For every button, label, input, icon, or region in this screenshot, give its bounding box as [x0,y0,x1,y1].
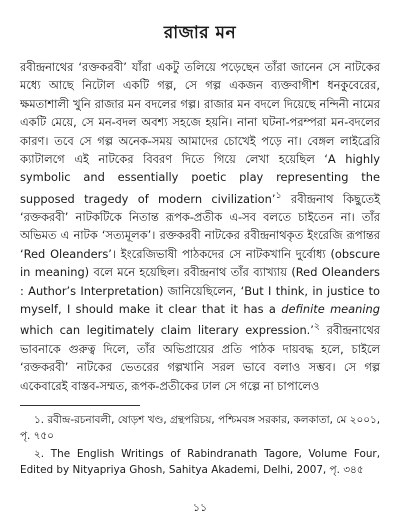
page-number: ১১ [192,501,208,514]
paragraph-text-2: রবীন্দ্রনাথ কিছুতেই ‘রক্তকরবী’ নাটকটিকে নিতান্ত রূপক-প্রতীক এ-সব বলতে চাইতেন না। তাঁর অভিমত এ নাটক ‘সত্যমূলক’। রক্তকরবী নাটকের রবীন্দ্রনাথকৃত ইংরেজি রূপান্তর ‘Red Oleanders’। ইংরেজিভাষী পাঠকদের সে নাটকখানি দুর্বোধ্য (obscure in meaning) বলে মনে হয়েছিল। রবীন্দ্রনাথ তাঁর ব্যাখ্যায় (Red Oleanders : Author’s Interpretation) জানিয়েছিলেন, ‘But I think, in justice to myself, I should make it clear that it has a [20,191,380,317]
emphasis-text: definite meaning [281,302,380,317]
footnotes [20,412,380,478]
paragraph-text-3: which can legitimately claim literary expression.’ [20,323,314,338]
footnote-divider [20,405,140,406]
footnote-ref-1: ১ [275,189,282,201]
footnote-2: ২. The English Writings of Rabindranath Tagore, Volume Four, Edited by Nityapriya Ghosh, Sahitya Akademi, Delhi, 2007, পৃ. ৩৪৫ [20,447,380,476]
page-title: রাজার মন [163,23,237,43]
footnote-1: ১. রবীন্দ্র-রচনাবলী, ষোড়শ খণ্ড, গ্রন্থপরিচয়, পশ্চিমবঙ্গ সরকার, কলকাতা, মে ২০০১, পৃ. ৭৫০ [20,413,380,442]
paragraph-text-1: রবীন্দ্রনাথের ‘রক্তকরবী’ যাঁরা একটু তলিয়ে পড়েছেন তাঁরা জানেন সে নাটকের মধ্যে আছে নিটোল একটি গল্প, সে গল্প একজন ব্যক্তবাগীশ ধনকুবেরের, ক্ষমতাশালী খুনি রাজার মন বদলের গল্প। রাজার মন বদলে দিয়েছে নন্দিনী নামের একটি মেয়ে, সে মন-বদল অবশ্য সহজে হয়নি। নানা ঘটনা-পরম্পরা মন-বদলের কারণ। তবে সে গল্প অনেক-সময় আমাদের চোখেই পড়ে না। বেঙ্গল লাইব্রেরি ক্যাটালগে এই নাটকের বিবরণ দিতে গিয়ে লেখা হয়েছিল ‘A highly symbolic and essentially poetic play representing the supposed tragedy of modern civilization’ [20,60,380,206]
body-paragraph [20,58,380,395]
footnote-ref-2: ২ [313,321,321,333]
paragraph-text-4: রবীন্দ্রনাথের ভাবনাকে গুরুত্ব দিলে, তাঁর অভিপ্রায়ের প্রতি পাঠক দায়বদ্ধ হলে, চাইলে ‘রক্তকরবী’ নাটকের ভেতরের গল্পখানি সরল ভাবে বলাও সম্ভব। সে গল্প একেবারেই বাস্তব-সম্মত, রূপক-প্রতীকের ঢাল সে গল্পে না চাপালেও [20,323,380,393]
